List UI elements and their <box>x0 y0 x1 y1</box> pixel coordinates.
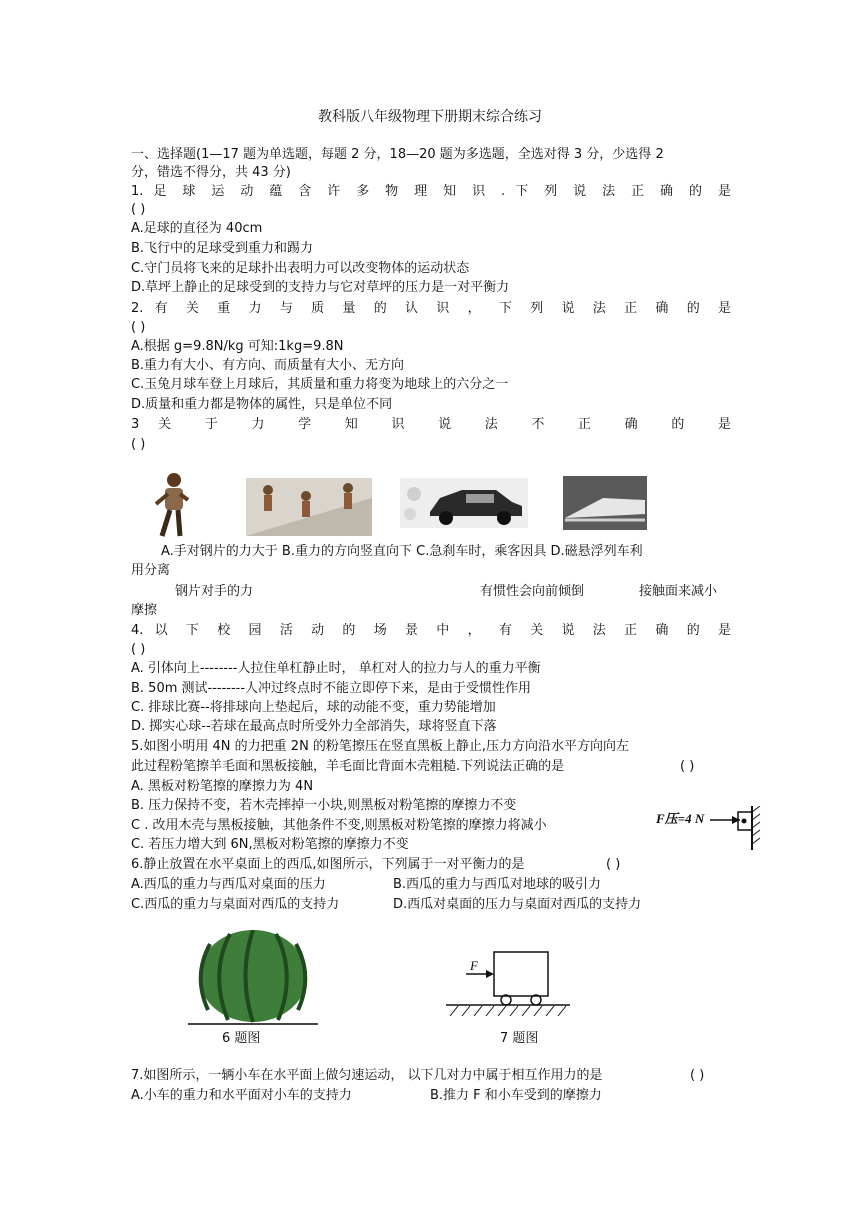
q4-option-d: D. 掷实心球--若球在最高点时所受外力全部消失，球将竖直下落 <box>131 719 497 734</box>
q5-paren: ( ) <box>680 759 695 774</box>
q1-option-a: A.足球的直径为 40cm <box>131 221 263 236</box>
q4-stem: 4. 以 下 校 园 活 动 的 场 景 中 ， 有 关 说 法 正 确 的 是 <box>131 623 731 638</box>
q6-option-d: D.西瓜对桌面的压力与桌面对西瓜的支持力 <box>393 897 642 912</box>
q6-option-b: B.西瓜的重力与西瓜对地球的吸引力 <box>393 877 602 892</box>
q6-figure-watermelon <box>188 930 318 1026</box>
q5-stem-line2: 此过程粉笔擦羊毛面和黑板接触，羊毛面比背面木壳粗糙.下列说法正确的是 <box>131 759 565 774</box>
q3-figure-b-skiers <box>246 478 372 536</box>
q6-option-a: A.西瓜的重力与西瓜对桌面的压力 <box>131 877 326 892</box>
q7-figure-force-label: F <box>470 958 478 973</box>
q7-figure-cart <box>446 944 570 1020</box>
q3-options-line3c: 接触面来减小 <box>639 584 718 599</box>
q3-options-line2: 用分离 <box>131 563 171 578</box>
q3-stem: 3 关 于 力 学 知 识 说 法 不 正 确 的 是 <box>131 417 731 432</box>
q7-option-a: A.小车的重力和水平面对小车的支持力 <box>131 1088 352 1103</box>
q4-paren: ( ) <box>131 642 146 657</box>
q4-option-b: B. 50m 测试--------人冲过终点时不能立即停下来，是由于受惯性作用 <box>131 681 532 696</box>
q3-figure-c-car-braking <box>400 478 528 528</box>
q6-option-c: C.西瓜的重力与桌面对西瓜的支持力 <box>131 897 340 912</box>
q5-option-a: A. 黑板对粉笔擦的摩擦力为 4N <box>131 779 314 794</box>
q5-option-c: C . 改用木壳与黑板接触，其他条件不变,则黑板对粉笔擦的摩擦力将减小 <box>131 818 547 833</box>
q4-option-c: C. 排球比赛--将排球向上垫起后，球的动能不变，重力势能增加 <box>131 700 496 715</box>
q1-option-b: B.飞行中的足球受到重力和踢力 <box>131 241 314 256</box>
q2-option-c: C.玉兔月球车登上月球后，其质量和重力将变为地球上的六分之一 <box>131 377 509 392</box>
q2-option-b: B.重力有大小、有方向、而质量有大小、无方向 <box>131 358 405 373</box>
q2-paren: ( ) <box>131 320 146 335</box>
page-title: 教科版八年级物理下册期末综合练习 <box>318 109 542 125</box>
q3-options-line3a: 钢片对手的力 <box>175 584 254 599</box>
q3-options-line3b: 有惯性会向前倾倒 <box>480 584 585 599</box>
q7-figure-caption: 7 题图 <box>500 1031 539 1046</box>
q7-stem: 7.如图所示，一辆小车在水平面上做匀速运动， 以下几对力中属于相互作用力的是 <box>131 1068 603 1083</box>
q1-option-c: C.守门员将飞来的足球扑出表明力可以改变物体的运动状态 <box>131 261 470 276</box>
q2-stem: 2. 有 关 重 力 与 质 量 的 认 识 ， 下 列 说 法 正 确 的 是 <box>131 301 731 316</box>
q2-option-a: A.根据 g=9.8N/kg 可知:1kg=9.8N <box>131 339 344 354</box>
q1-paren: ( ) <box>131 202 146 217</box>
section-heading-line2: 分，错选不得分，共 43 分) <box>131 165 291 180</box>
section-heading-line1: 一、选择题(1—17 题为单选题，每题 2 分，18—20 题为多选题，全选对得 3 分，少选得 2 <box>131 147 664 162</box>
q3-paren: ( ) <box>131 437 146 452</box>
q5-figure-force-label: F压=4 N <box>656 811 705 826</box>
q5-stem-line1: 5.如图小明用 4N 的力把重 2N 的粉笔擦压在竖直黑板上静止,压力方向沿水平方向向左 <box>131 739 630 754</box>
q3-options-line1: A.手对钢片的力大于 B.重力的方向竖直向下 C.急刹车时，乘客因具 D.磁悬浮列车利 <box>161 544 643 559</box>
q4-option-a: A. 引体向上--------人拉住单杠静止时， 单杠对人的拉力与人的重力平衡 <box>131 661 541 676</box>
q3-figure-a-person-steel-strip <box>148 470 196 542</box>
q3-options-line4: 摩擦 <box>131 603 158 618</box>
q5-option-b: B. 压力保持不变，若木壳摔掉一小块,则黑板对粉笔擦的摩擦力不变 <box>131 798 517 813</box>
q6-figure-caption: 6 题图 <box>222 1031 261 1046</box>
q3-figure-d-maglev-train <box>563 476 647 530</box>
q5-option-d: C. 若压力增大到 6N,黑板对粉笔擦的摩擦力不变 <box>131 837 409 852</box>
q1-stem: 1. 足 球 运 动 蕴 含 许 多 物 理 知 识 . 下 列 说 法 正 确 的 是 <box>131 184 731 199</box>
q6-stem: 6.静止放置在水平桌面上的西瓜,如图所示，下列属于一对平衡力的是 <box>131 857 525 872</box>
q7-option-b: B.推力 F 和小车受到的摩擦力 <box>430 1088 602 1103</box>
q2-option-d: D.质量和重力都是物体的属性，只是单位不同 <box>131 397 393 412</box>
q5-figure-chalk-eraser <box>656 804 766 854</box>
q6-paren: ( ) <box>606 857 621 872</box>
q7-paren: ( ) <box>690 1068 705 1083</box>
q1-option-d: D.草坪上静止的足球受到的支持力与它对草坪的压力是一对平衡力 <box>131 280 510 295</box>
q5-figure-board-icon <box>710 806 766 852</box>
